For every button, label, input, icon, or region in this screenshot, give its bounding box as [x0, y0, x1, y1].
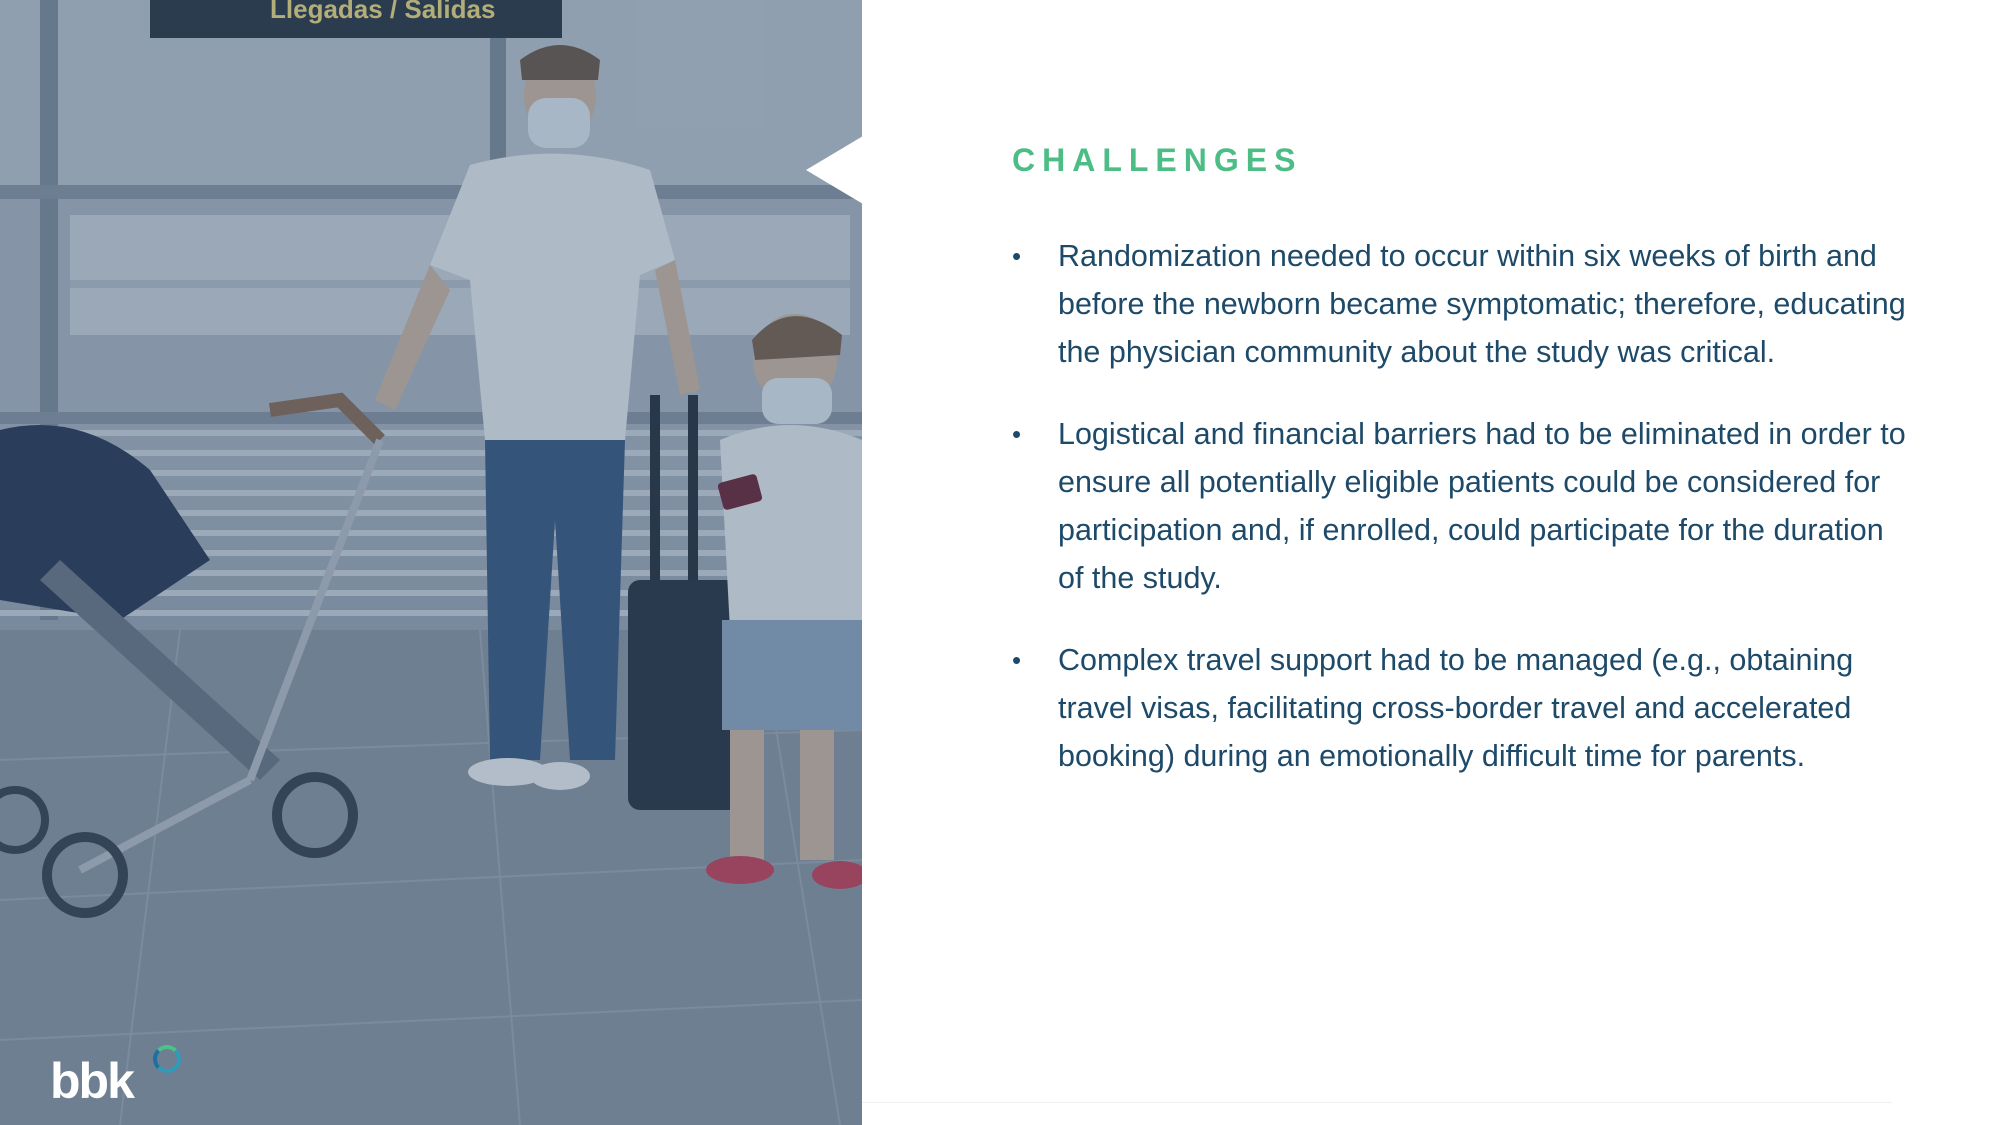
challenge-item: • Complex travel support had to be managed (e.g., obtaining travel visas, facilitating cross-border travel and accelerated booking) during an emotionally difficult time for parents. — [1012, 636, 1912, 780]
hero-photo — [0, 0, 862, 1125]
challenge-item: • Logistical and financial barriers had to be eliminated in order to ensure all potentially eligible patients could be considered for participation and, if enrolled, could participate for the duration of the study. — [1012, 410, 1912, 602]
panel-pointer-notch — [806, 136, 863, 204]
logo-ring-icon — [153, 1045, 181, 1073]
challenge-item: • Randomization needed to occur within six weeks of birth and before the newborn became symptomatic; therefore, educating the physician community about the study was critical. — [1012, 232, 1912, 376]
logo-wordmark: bbk — [50, 1053, 133, 1109]
airport-sign-text: Llegadas / Salidas — [270, 0, 496, 24]
bbk-logo — [50, 1048, 210, 1108]
challenges-list — [1012, 232, 1912, 780]
section-heading: CHALLENGES — [1012, 142, 1303, 178]
photo-tint-overlay — [0, 0, 862, 1125]
challenges-section — [1012, 140, 1912, 814]
bottom-divider — [862, 1102, 1892, 1103]
